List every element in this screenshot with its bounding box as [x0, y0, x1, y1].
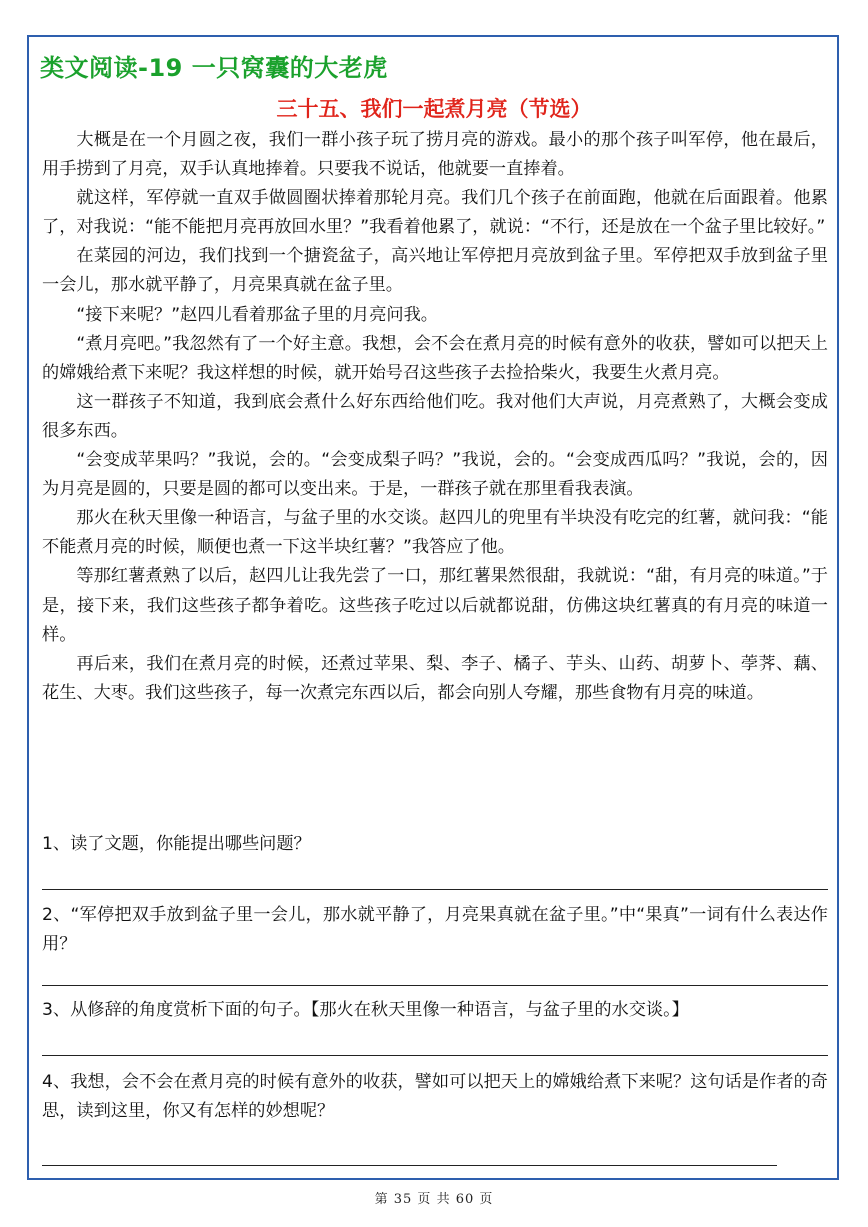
- answer-line-3[interactable]: [42, 1055, 828, 1056]
- paragraph: 那火在秋天里像一种语言，与盆子里的水交谈。赵四儿的兜里有半块没有吃完的红薯，就问我：“能不能煮月亮的时候，顺便也煮一下这半块红薯？”我答应了他。: [42, 508, 828, 558]
- answer-line-2[interactable]: [42, 985, 828, 986]
- answer-line-1[interactable]: [42, 889, 828, 890]
- paragraph: “煮月亮吧。”我忽然有了一个好主意。我想，会不会在煮月亮的时候有意外的收获，譬如可以把天上的嫦娥给煮下来呢？我这样想的时候，就开始号召这些孩子去捡拾柴火，我要生火煮月亮。: [42, 333, 828, 383]
- question-4: 4、我想，会不会在煮月亮的时候有意外的收获，譬如可以把天上的嫦娥给煮下来呢？这句话是作者的奇思，读到这里，你又有怎样的妙想呢？: [42, 1072, 828, 1121]
- paragraph: 就这样，军停就一直双手做圆圈状捧着那轮月亮。我们几个孩子在前面跑，他就在后面跟着。他累了，对我说：“能不能把月亮再放回水里？”我看着他累了，就说：“不行，还是放在一个盆子里比较好。”: [42, 188, 828, 238]
- paragraph: “接下来呢？”赵四儿看着那盆子里的月亮问我。: [76, 304, 438, 325]
- paragraph: 这一群孩子不知道，我到底会煮什么好东西给他们吃。我对他们大声说，月亮煮熟了，大概会变成很多东西。: [42, 391, 828, 441]
- paragraph: 等那红薯煮熟了以后，赵四儿让我先尝了一口，那红薯果然很甜，我就说：“甜，有月亮的味道。”于是，接下来，我们这些孩子都争着吃。这些孩子吃过以后就都说甜，仿佛这块红薯真的有月亮的味道一样。: [42, 566, 828, 645]
- question-1: 1、读了文题，你能提出哪些问题？: [42, 834, 311, 854]
- answer-line-4[interactable]: [42, 1165, 777, 1166]
- paragraph: 大概是在一个月圆之夜，我们一群小孩子玩了捞月亮的游戏。最小的那个孩子叫军停，他在最后，用手捞到了月亮，双手认真地捧着。只要我不说话，他就要一直捧着。: [42, 130, 828, 180]
- page-number: 第 35 页 共 60 页: [374, 1192, 494, 1207]
- article-title: 三十五、我们一起煮月亮（节选）: [276, 97, 592, 121]
- paragraph: 再后来，我们在煮月亮的时候，还煮过苹果、梨、李子、橘子、芋头、山药、胡萝卜、荸荠、藕、花生、大枣。我们这些孩子，每一次煮完东西以后，都会向别人夸耀，那些食物有月亮的味道。: [42, 653, 828, 703]
- section-title: 类文阅读-19 一只窝囊的大老虎: [40, 54, 388, 82]
- question-3: 3、从修辞的角度赏析下面的句子。【那火在秋天里像一种语言，与盆子里的水交谈。】: [42, 1000, 689, 1020]
- paragraph: “会变成苹果吗？”我说，会的。“会变成梨子吗？”我说，会的。“会变成西瓜吗？”我说，会的，因为月亮是圆的，只要是圆的都可以变出来。于是，一群孩子就在那里看我表演。: [42, 450, 828, 500]
- article-body: [42, 126, 828, 708]
- question-2: 2、“军停把双手放到盆子里一会儿，那水就平静了，月亮果真就在盆子里。”中“果真”一词有什么表达作用？: [42, 905, 828, 954]
- paragraph: 在菜园的河边，我们找到一个搪瓷盆子，高兴地让军停把月亮放到盆子里。军停把双手放到盆子里一会儿，那水就平静了，月亮果真就在盆子里。: [42, 246, 828, 296]
